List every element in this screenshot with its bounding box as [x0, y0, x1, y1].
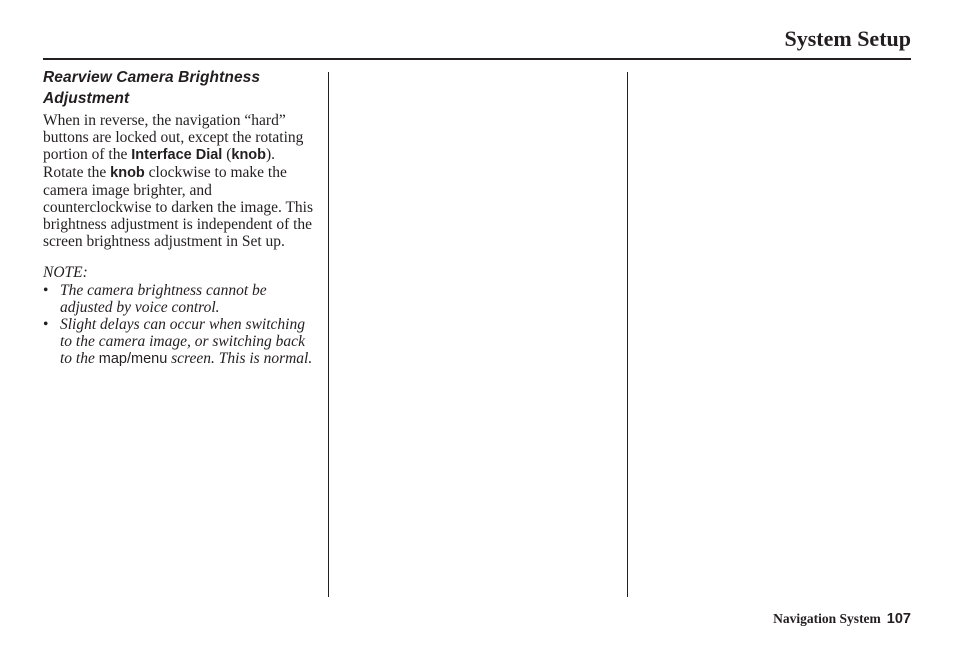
- page-number: 107: [886, 611, 911, 627]
- note-item-text-before: Slight delays can occur when switching to the camera image, or switching back to the: [60, 316, 305, 367]
- page-footer: [773, 610, 911, 628]
- section-heading: [43, 67, 315, 109]
- interface-dial-term: Interface Dial: [131, 147, 223, 163]
- column-divider-right: [627, 72, 628, 597]
- page-header: [43, 24, 911, 60]
- note-list: [43, 282, 315, 368]
- body-text-part3: ). Rotate the: [43, 146, 276, 181]
- knob-term-2: knob: [110, 165, 145, 181]
- body-text-part4: clockwise to make the camera image brighter, and counterclockwise to darken the image. This brightness adjustment is independent of the screen brightness adjustment in Set up.: [43, 164, 314, 250]
- bullet-icon: •: [43, 282, 49, 299]
- section-heading-line1: Rearview Camera Brightness: [43, 69, 261, 86]
- section-heading-line2: Adjustment: [43, 90, 130, 107]
- note-item-text: The camera brightness cannot be adjusted by voice control.: [60, 282, 267, 316]
- column-divider-left: [328, 72, 329, 597]
- body-text-part1: When in reverse, the navigation “hard” buttons are locked out, except the rotating portion of the: [43, 112, 304, 163]
- knob-term: knob: [231, 147, 267, 163]
- body-text-part2: (: [222, 146, 232, 163]
- page-title: System Setup: [784, 26, 911, 51]
- note-item: [43, 282, 315, 316]
- note-item-text-after: screen. This is normal.: [167, 350, 313, 367]
- note-label: NOTE:: [43, 264, 88, 281]
- body-paragraph: [43, 112, 315, 250]
- content-column: [43, 67, 315, 368]
- bullet-icon: •: [43, 316, 49, 333]
- footer-label: Navigation System: [773, 611, 881, 626]
- note-item: [43, 316, 315, 368]
- map-menu-term: map/menu: [98, 351, 168, 367]
